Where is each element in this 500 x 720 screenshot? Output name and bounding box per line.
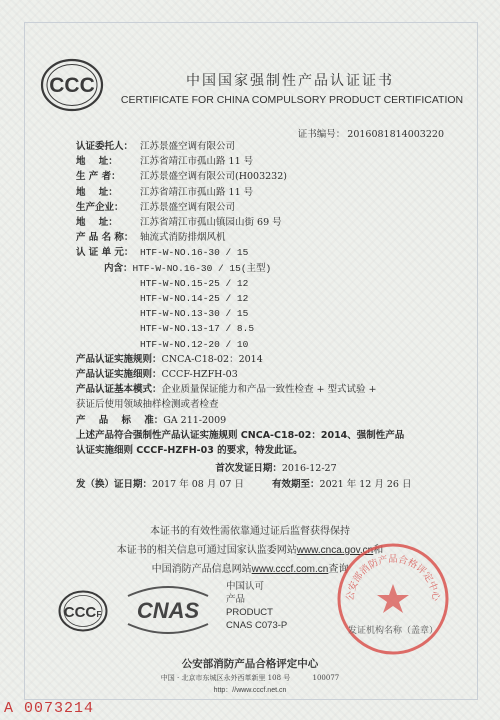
- manufacturer-value: 江苏景盛空调有限公司(H003232): [140, 171, 287, 183]
- factory-address-value: 江苏省靖江市孤山镇园山街 69 号: [140, 217, 282, 229]
- title-chinese: 中国国家强制性产品认证证书: [186, 73, 394, 89]
- cert-unit-value: HTF-W-NO.16-30 / 15: [140, 247, 249, 259]
- applicant-value: 江苏景盛空调有限公司: [140, 141, 236, 152]
- rules-row: [76, 352, 476, 367]
- rules-detail-value: CCCF-HZFH-03: [161, 369, 238, 381]
- cert-unit-row: [76, 245, 476, 260]
- official-seal-icon: [334, 540, 452, 658]
- svg-text:CNAS: CNAS: [136, 598, 200, 623]
- mode-row: [76, 382, 476, 397]
- product-name-value: 轴流式消防排烟风机: [140, 232, 226, 244]
- issuer-website: http：//www.cccf.net.cn: [213, 687, 287, 694]
- certificate-fields: [76, 139, 476, 458]
- contains-item: HTF-W-NO.14-25 / 12: [140, 293, 249, 305]
- notice-line-3-text: 中国消防产品信息网站: [151, 564, 252, 575]
- applicant-label: 认证委托人：: [76, 141, 134, 152]
- cnas-product-text: [226, 580, 287, 632]
- standard-label: 产 品 标 准：: [76, 414, 164, 426]
- standard-row: [76, 413, 476, 428]
- dates-block: [76, 461, 476, 493]
- mode-value-continued: 获证后使用领域抽样检测或者检查: [76, 399, 219, 411]
- manufacturer-address-label: 地 址：: [76, 186, 118, 198]
- expiry-value: 2021 年 12 月 26 日: [319, 479, 412, 490]
- certificate-number: [298, 126, 444, 140]
- cnas-code: CNAS C073-P: [226, 620, 288, 631]
- mode-label: 产品认证基本模式：: [76, 384, 162, 396]
- first-issue-row: [76, 461, 476, 477]
- factory-address-label: 地 址：: [76, 217, 118, 229]
- manufacturer-label: 生 产 者：: [76, 171, 121, 183]
- contains-item: HTF-W-NO.15-25 / 12: [140, 277, 249, 289]
- svg-text:CCC: CCC: [63, 604, 97, 621]
- svg-text:F: F: [96, 610, 102, 619]
- factory-row: [76, 200, 476, 215]
- applicant-address-row: [76, 154, 476, 169]
- cnas-logo-icon: [122, 582, 214, 638]
- rules-label: 产品认证实施规则：: [76, 353, 162, 365]
- serial-number: A 0073214: [4, 700, 95, 717]
- contains-label: 内含：: [104, 262, 133, 274]
- applicant-address-label: 地 址：: [76, 156, 118, 168]
- svg-text:公安部消防产品合格评定中心: 公安部消防产品合格评定中心: [344, 554, 442, 602]
- applicant-address-value: 江苏省靖江市孤山路 11 号: [140, 156, 254, 168]
- issuer-address: 中国 · 北京市东城区永外西革新里 108 号 100077: [160, 674, 340, 682]
- rules-detail-label: 产品认证实施细则：: [76, 369, 162, 381]
- rules-value: CNCA-C18-02：2014: [161, 353, 263, 365]
- cnca-link[interactable]: www.cnca.gov.cn: [296, 545, 374, 556]
- svg-text:发证机构名称（盖章）: 发证机构名称（盖章）: [347, 626, 439, 636]
- factory-label: 生产企业：: [76, 201, 124, 213]
- product-name-label: 产 品 名 称：: [76, 232, 134, 244]
- compliance-line-2: 认证实施细则 CCCF-HZFH-03 的要求，特发此证。: [76, 445, 303, 457]
- manufacturer-address-row: [76, 185, 476, 200]
- first-issue-label: 首次发证日期：: [215, 463, 282, 474]
- manufacturer-row: [76, 169, 476, 184]
- notice-line-2-text: 本证书的相关信息可通过国家认监委网站: [116, 545, 297, 556]
- rules-detail-row: [76, 367, 476, 382]
- contains-item: HTF-W-NO.13-17 / 8.5: [140, 323, 255, 335]
- cert-unit-label: 认 证 单 元：: [76, 247, 134, 259]
- notice-line-2-suffix: 和: [373, 545, 384, 556]
- factory-value: 江苏景盛空调有限公司: [140, 201, 236, 213]
- ccc-logo-icon: [40, 58, 104, 112]
- expiry-label: 有效期至：: [272, 479, 320, 490]
- issue-row: [76, 477, 476, 493]
- factory-address-row: [76, 215, 476, 230]
- standard-value: GA 211-2009: [163, 414, 227, 426]
- applicant-row: [76, 139, 476, 154]
- cccf-logo-icon: [58, 590, 108, 632]
- certificate-number-value: 2016081814003220: [347, 129, 444, 140]
- contains-item: HTF-W-NO.16-30 / 15(主型): [132, 262, 272, 274]
- title-english: CERTIFICATE FOR CHINA COMPULSORY PRODUCT CERTIFICATION: [120, 94, 464, 106]
- issue-label: 发（换）证日期：: [76, 479, 153, 490]
- mode-value: 企业质量保证能力和产品一致性检查 + 型式试验 +: [161, 384, 377, 396]
- manufacturer-address-value: 江苏省靖江市孤山路 11 号: [140, 186, 254, 198]
- issue-value: 2017 年 08 月 07 日: [152, 479, 244, 490]
- notice-line-3-suffix: 查询: [328, 564, 349, 575]
- compliance-line-1: 上述产品符合强制性产品认证实施规则 CNCA-C18-02：2014、强制性产品: [76, 429, 405, 441]
- product-en-label: PRODUCT: [226, 607, 273, 618]
- contains-item: HTF-W-NO.12-20 / 10: [140, 338, 249, 350]
- contains-item: HTF-W-NO.13-30 / 15: [140, 308, 249, 320]
- certificate-number-label: 证书编号：: [297, 129, 346, 140]
- cnas-cn-label: 中国认可: [226, 581, 265, 592]
- product-name-row: [76, 230, 476, 245]
- first-issue-value: 2016-12-27: [281, 463, 337, 474]
- cccf-link[interactable]: www.cccf.com.cn: [251, 564, 329, 575]
- issuer-name: 公安部消防产品合格评定中心: [181, 658, 319, 670]
- notice-line-1: 本证书的有效性需依靠通过证后监督获得保持: [150, 526, 350, 537]
- contains-row: [76, 261, 476, 276]
- product-cn-label: 产品: [226, 594, 246, 605]
- svg-text:CCC: CCC: [49, 74, 95, 97]
